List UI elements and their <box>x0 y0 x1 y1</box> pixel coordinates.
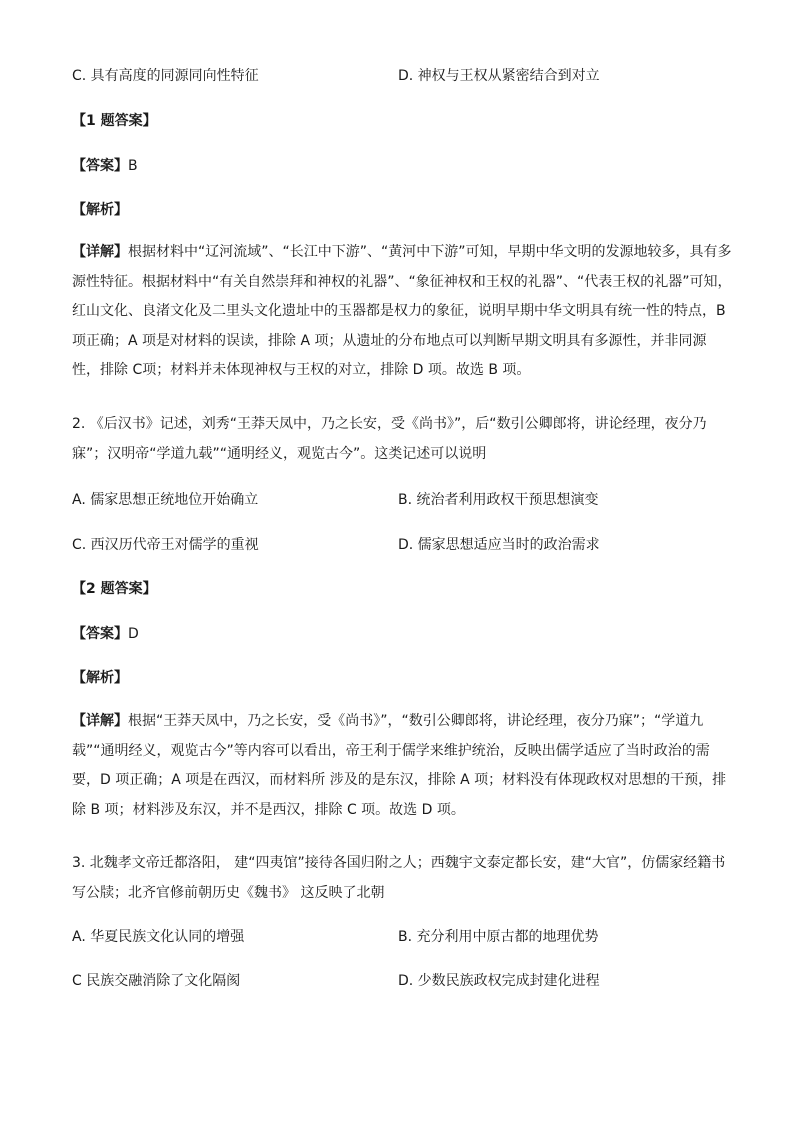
q3-option-d: D. 少数民族政权完成封建化进程 <box>398 973 600 989</box>
q3-stem: 3. 北魏孝文帝迁都洛阳， 建“四夷馆”接待各国归附之人；西魏宇文泰定都长安，建“大官”，仿儒家经籍书写公牍；北齐官修前朝历史《魏书》 这反映了北朝 <box>72 855 726 901</box>
detail-label: 【详解】 <box>72 244 128 260</box>
q3-option-c: C 民族交融消除了文化隔阂 <box>72 973 241 989</box>
q1-answer <box>72 156 138 176</box>
q2-option-c: C. 西汉历代帝王对儒学的重视 <box>72 537 259 553</box>
answer-label: 【答案】 <box>72 158 128 174</box>
q2-answer <box>72 624 139 644</box>
q3-option-a: A. 华夏民族文化认同的增强 <box>72 929 245 945</box>
q2-analysis-heading: 【解析】 <box>72 670 128 686</box>
q2-answer-heading: 【2 题答案】 <box>72 581 157 597</box>
q1-analysis-heading: 【解析】 <box>72 202 128 218</box>
q1-detail-paragraph <box>72 238 732 386</box>
q1-option-c: C. 具有高度的同源同向性特征 <box>72 68 259 84</box>
answer-label: 【答案】 <box>72 626 128 642</box>
q1-option-d: D. 神权与王权从紧密结合到对立 <box>398 68 600 84</box>
q2-option-b: B. 统治者利用政权干预思想演变 <box>398 492 599 508</box>
q3-option-b: B. 充分利用中原古都的地理优势 <box>398 929 599 945</box>
q2-option-a: A. 儒家思想正统地位开始确立 <box>72 492 259 508</box>
detail-text: 根据材料中“辽河流域”、“长江中下游”、“黄河中下游”可知，早期中华文明的发源地较多，具有多源性特征。根据材料中“有关自然崇拜和神权的礼器”、“象征神权和王权的礼器”、“代表王权的礼器”可知，红山文化、良渚文化及二里头文化遗址中的玉器都是权力的象征，说明早期中华文明具有统一性的特点，B 项正确；A 项是对材料的误读，排除 A 项；从遗址的分布地点可以判断早期文明具有多源性，并非同源性，排除 C项；材料并未体现神权与王权的对立，排除 D 项。故选 B 项。 <box>72 244 732 378</box>
detail-text: 根据“王莽天凤中，乃之长安，受《尚书》”，“数引公卿郎将，讲论经理，夜分乃寐”；“学道九载”“通明经义，观览古今”等内容可以看出，帝王利于儒学来维护统治，反映出儒学适应了当时政治的需要，D 项正确；A 项是在西汉，而材料所 涉及的是东汉，排除 A 项；材料没有体现政权对思想的干预，排除 B 项；材料涉及东汉，并不是西汉，排除 C 项。故选 D 项。 <box>72 713 727 818</box>
q1-answer-heading: 【1 题答案】 <box>72 113 157 129</box>
detail-label: 【详解】 <box>72 713 128 729</box>
answer-value: D <box>128 626 139 642</box>
q2-option-d: D. 儒家思想适应当时的政治需求 <box>398 537 600 553</box>
answer-value: B <box>128 158 138 174</box>
q2-stem: 2. 《后汉书》记述，刘秀“王莽天凤中，乃之长安，受《尚书》”，后“数引公卿郎将，讲论经理，夜分乃寐”；汉明帝“学道九载”“通明经义，观览古今”。这类记述可以说明 <box>72 416 707 462</box>
q2-detail-paragraph <box>72 707 732 825</box>
